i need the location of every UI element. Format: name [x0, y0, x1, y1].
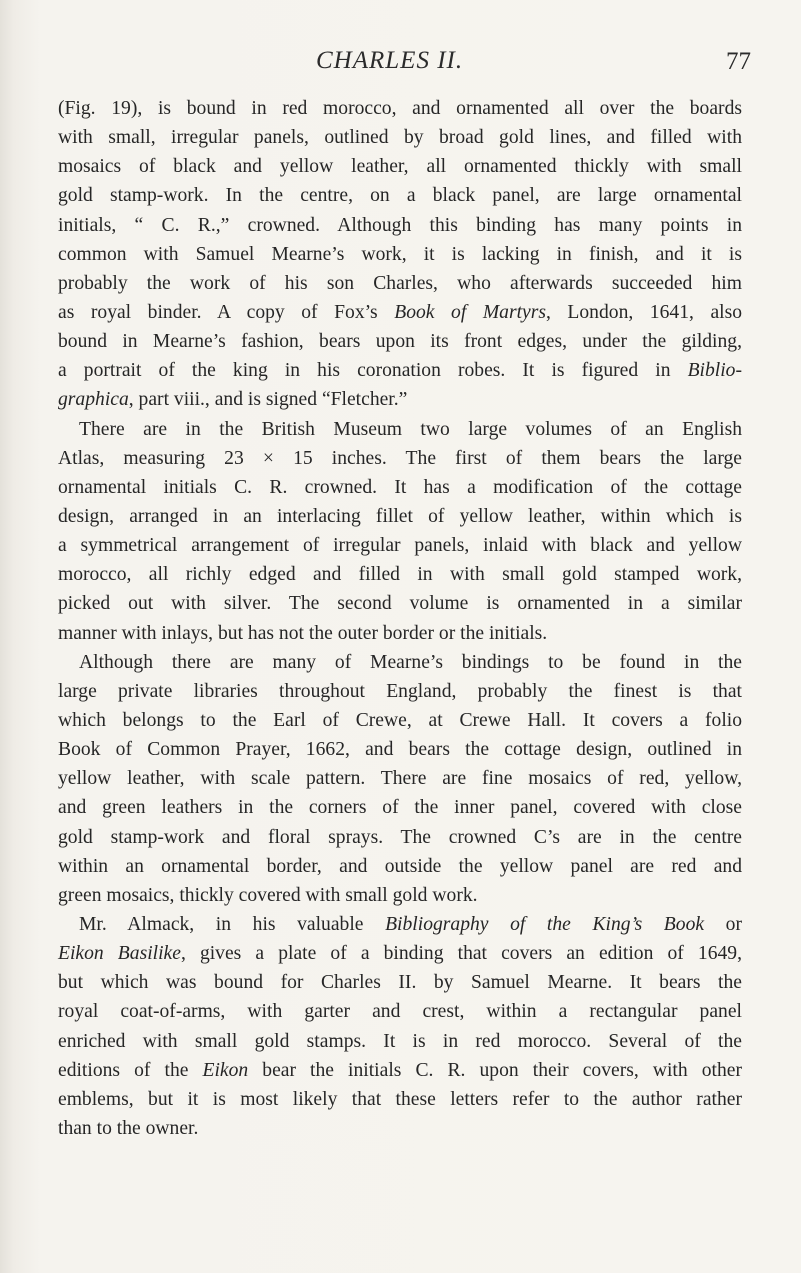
text-segment: and green leathers in the corners of the inner panel, covered with close — [58, 797, 742, 819]
text-line — [58, 356, 742, 385]
text-segment: which belongs to the Earl of Crewe, at Crewe Hall. It covers a folio — [58, 709, 742, 731]
text-segment: but which was bound for Charles II. by Samuel Mearne. It bears the — [58, 972, 742, 994]
text-line — [58, 997, 742, 1026]
text-line — [58, 735, 742, 764]
italic-title: Bibliography of the King’s Book — [385, 913, 705, 935]
text-segment: mosaics of black and yellow leather, all ornamented thickly with small — [58, 156, 742, 178]
text-segment: green mosaics, thickly covered with small gold work. — [58, 884, 478, 906]
italic-title: Biblio- — [687, 360, 742, 382]
text-segment: initials, “ C. R.,” crowned. Although this binding has many points in — [58, 214, 742, 236]
running-head — [0, 47, 801, 81]
text-segment: as royal binder. A copy of Fox’s — [58, 301, 395, 323]
text-segment: gold stamp-work. In the centre, on a black panel, are large ornamental — [58, 185, 742, 207]
text-line — [58, 531, 742, 560]
text-line — [58, 327, 742, 356]
text-line — [58, 968, 742, 997]
text-line — [58, 473, 742, 502]
text-segment: enriched with small gold stamps. It is in red morocco. Several of the — [58, 1030, 742, 1052]
text-line — [58, 939, 742, 968]
text-segment: a portrait of the king in his coronation robes. It is figured in — [58, 360, 688, 382]
text-line — [58, 589, 742, 618]
text-line — [58, 706, 742, 735]
page-number: 77 — [726, 48, 751, 75]
text-segment: Although there are many of Mearne’s bindings to be found in the — [79, 651, 742, 673]
text-segment: within an ornamental border, and outside the yellow panel are red and — [58, 855, 742, 877]
text-segment: bear the initials C. R. upon their covers, with other — [248, 1059, 742, 1081]
text-segment: There are in the British Museum two large volumes of an English — [79, 418, 742, 440]
text-segment: , London, 1641, also — [545, 301, 743, 323]
italic-title: graphica — [58, 389, 129, 411]
text-line — [58, 1085, 742, 1114]
text-line — [58, 240, 742, 269]
text-segment: or — [704, 913, 742, 935]
text-line — [58, 298, 742, 327]
text-segment: , part viii., and is signed “Fletcher.” — [128, 389, 408, 411]
text-line — [58, 385, 742, 414]
text-segment: emblems, but it is most likely that these letters refer to the author rather — [58, 1088, 742, 1110]
text-line — [58, 619, 742, 648]
text-segment: large private libraries throughout England, probably the finest is that — [58, 680, 742, 702]
text-line — [58, 123, 742, 152]
text-segment: picked out with silver. The second volume is ornamented in a similar — [58, 593, 742, 615]
text-segment: ornamental initials C. R. crowned. It has a modification of the cottage — [58, 476, 742, 498]
text-segment: common with Samuel Mearne’s work, it is lacking in finish, and it is — [58, 243, 742, 265]
text-line — [58, 181, 742, 210]
text-line — [58, 444, 742, 473]
text-line — [58, 1114, 742, 1143]
italic-title: Book of Martyrs — [394, 301, 546, 323]
text-line — [58, 881, 742, 910]
italic-title: Eikon Basilike — [58, 943, 181, 965]
text-segment: (Fig. 19), is bound in red morocco, and ornamented all over the boards — [58, 98, 742, 119]
text-segment: Atlas, measuring 23 × 15 inches. The first of them bears the large — [58, 447, 742, 469]
text-segment: with small, irregular panels, outlined by broad gold lines, and filled with — [58, 127, 742, 149]
text-line — [58, 269, 742, 298]
text-segment: , gives a plate of a binding that covers an edition of 1649, — [180, 943, 743, 965]
body-text — [58, 94, 742, 1143]
text-line — [58, 1056, 742, 1085]
text-segment: a symmetrical arrangement of irregular panels, inlaid with black and yellow — [58, 535, 742, 557]
text-segment: probably the work of his son Charles, who afterwards succeeded him — [58, 272, 742, 294]
text-line — [58, 560, 742, 589]
text-line — [58, 764, 742, 793]
text-line — [58, 648, 742, 677]
text-segment: than to the owner. — [58, 1117, 199, 1139]
text-segment: bound in Mearne’s fashion, bears upon its front edges, under the gilding, — [58, 331, 742, 353]
text-line — [58, 910, 742, 939]
text-line — [58, 852, 742, 881]
text-segment: yellow leather, with scale pattern. There are fine mosaics of red, yellow, — [58, 768, 742, 790]
text-segment: design, arranged in an interlacing fillet of yellow leather, within which is — [58, 505, 742, 527]
text-line — [58, 211, 742, 240]
text-line — [58, 94, 742, 123]
text-line — [58, 677, 742, 706]
running-title: CHARLES II. — [316, 47, 464, 74]
text-line — [58, 152, 742, 181]
text-segment: gold stamp-work and floral sprays. The crowned C’s are in the centre — [58, 826, 742, 848]
text-segment: Mr. Almack, in his valuable — [79, 913, 386, 935]
text-line — [58, 1027, 742, 1056]
text-line — [58, 793, 742, 822]
italic-title: Eikon — [202, 1059, 249, 1081]
text-line — [58, 823, 742, 852]
text-line — [58, 415, 742, 444]
text-line — [58, 502, 742, 531]
text-segment: editions of the — [58, 1059, 203, 1081]
text-segment: Book of Common Prayer, 1662, and bears the cottage design, outlined in — [58, 739, 742, 761]
text-segment: manner with inlays, but has not the outer border or the initials. — [58, 622, 548, 644]
text-segment: royal coat-of-arms, with garter and crest, within a rectangular panel — [58, 1001, 742, 1023]
text-segment: morocco, all richly edged and filled in with small gold stamped work, — [58, 564, 742, 586]
